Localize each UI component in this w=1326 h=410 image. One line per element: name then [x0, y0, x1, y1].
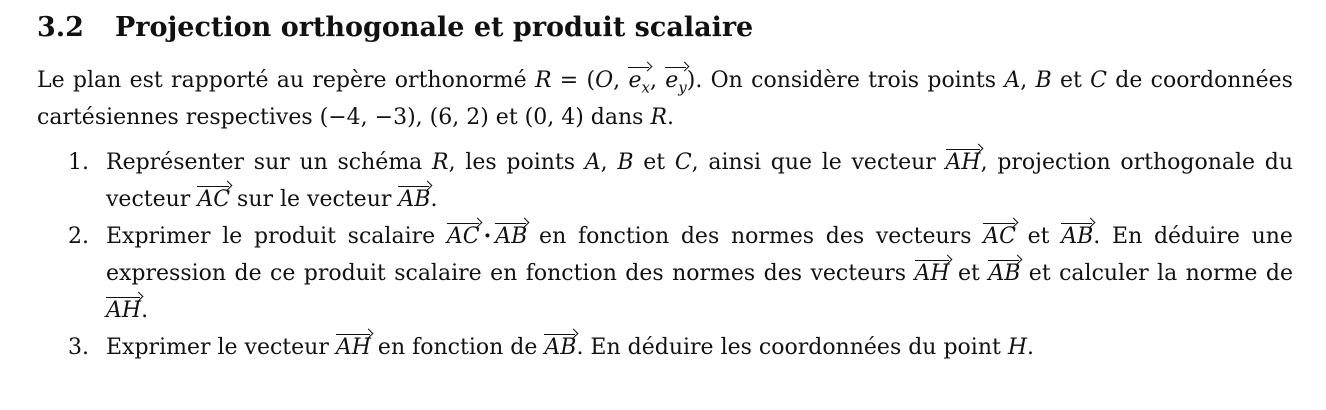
vector-letter: e — [665, 68, 679, 93]
vector-ac: AC — [983, 224, 1016, 249]
point-b: B — [617, 150, 634, 175]
vector-ab: AB — [544, 335, 577, 360]
vector-ac: AC — [446, 224, 480, 249]
section-heading — [37, 12, 753, 43]
vector-ah: AH — [106, 298, 142, 323]
vector-letter: e — [628, 68, 642, 93]
vector-subscript: y — [678, 78, 687, 97]
exercise-item-1 — [37, 144, 1293, 218]
point-h: H — [1007, 335, 1028, 360]
item-text: et — [633, 150, 675, 175]
vector-ex — [628, 70, 650, 95]
intro-text: , — [649, 68, 666, 93]
item-text: . En déduire les coordonnées du point — [576, 335, 1008, 360]
item-text: Représenter sur un schéma — [106, 150, 433, 175]
item-text: , — [600, 150, 618, 175]
vector-ah: AH — [335, 335, 371, 360]
item-text: Exprimer le vecteur — [106, 335, 336, 360]
section-number: 3.2 — [37, 12, 84, 43]
point-c: C — [1090, 68, 1107, 93]
item-text: sur le vecteur — [230, 187, 399, 212]
item-text: et — [1015, 224, 1062, 249]
item-text: , les points — [448, 150, 585, 175]
origin-symbol: O — [595, 68, 614, 93]
intro-text: , — [613, 68, 629, 93]
item-text: et calculer la norme de — [1020, 261, 1293, 286]
vector-ah: AH — [914, 261, 950, 286]
intro-text: Le plan est rapporté au repère orthonormé — [37, 68, 535, 93]
frame-symbol: R — [650, 105, 668, 130]
intro-text: et — [1051, 68, 1091, 93]
point-a: A — [1004, 68, 1021, 93]
vector-subscript: x — [641, 78, 650, 97]
intro-text: de coordonnées cartésiennes respectives (−4, −3), (6, 2) et (0, 4) dans — [37, 68, 1293, 130]
item-text: , projection orthogonale du vecteur — [106, 150, 1293, 212]
exercise-item-3 — [37, 329, 1293, 366]
item-text: en fonction de — [370, 335, 545, 360]
point-c: C — [674, 150, 692, 175]
frame-symbol: R — [432, 150, 449, 175]
item-number: 3. — [68, 335, 89, 360]
vector-ab: AB — [988, 261, 1021, 286]
vector-ey — [665, 70, 687, 95]
item-text: Exprimer le produit scalaire — [106, 224, 447, 249]
vector-ab: AB — [1061, 224, 1094, 249]
item-text: . En déduire une expression de ce produit scalaire en fonction des normes des vecteurs — [106, 224, 1293, 286]
item-text: . — [430, 187, 438, 212]
item-number: 2. — [68, 224, 89, 249]
section-title: Projection orthogonale et produit scalaire — [115, 12, 754, 43]
item-number: 1. — [68, 150, 89, 175]
exercise-item-2 — [37, 218, 1293, 329]
point-a: A — [584, 150, 601, 175]
vector-ab: AB — [398, 187, 431, 212]
vector-ah: AH — [945, 150, 981, 175]
vector-ab: AB — [495, 224, 528, 249]
item-text: . — [1027, 335, 1035, 360]
vector-ac: AC — [197, 187, 231, 212]
item-text: , ainsi que le vecteur — [691, 150, 946, 175]
exercise-list — [37, 144, 1293, 366]
dot-operator: · — [483, 223, 492, 249]
intro-paragraph — [37, 62, 1293, 136]
frame-symbol: R — [534, 68, 552, 93]
intro-text: ). On considère trois points — [686, 68, 1005, 93]
intro-text: , — [1020, 68, 1036, 93]
intro-text: = ( — [551, 68, 596, 93]
intro-text: . — [667, 105, 675, 130]
item-text: . — [141, 298, 149, 323]
item-text: en fonction des normes des vecteurs — [527, 224, 984, 249]
item-text: et — [949, 261, 989, 286]
point-b: B — [1035, 68, 1052, 93]
